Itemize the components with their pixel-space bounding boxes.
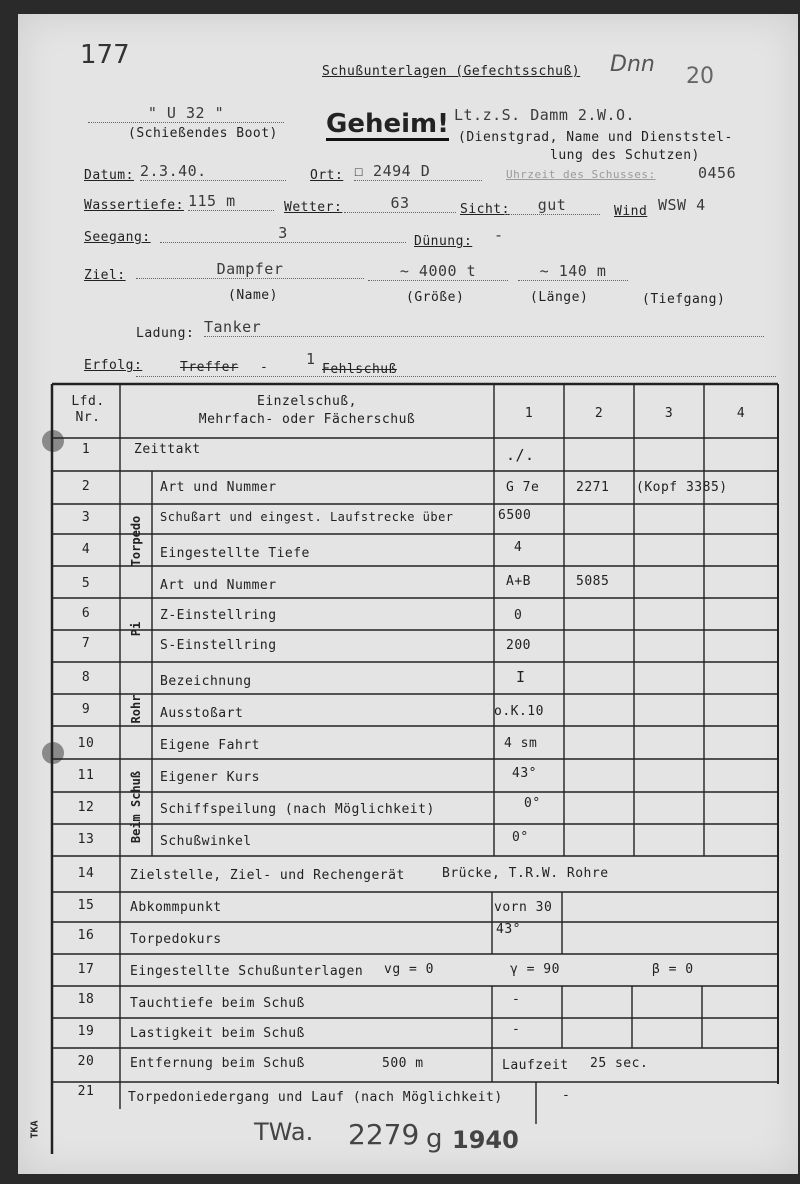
wetter-label: Wetter:	[284, 200, 343, 215]
group-torpedo: Torpedo	[129, 515, 143, 567]
row-value-2: 5085	[576, 574, 610, 589]
col-head-3: 3	[664, 406, 674, 421]
archive-stamp-tw: TWa.	[254, 1118, 314, 1146]
row-label: Torpedoniedergang und Lauf (nach Möglichkeit)	[128, 1090, 503, 1105]
row-label: Art und Nummer	[160, 480, 277, 495]
row-label: S-Einstellring	[160, 638, 277, 653]
duenung-value: -	[494, 226, 504, 244]
group-beim-schuss: Beim Schuß	[129, 770, 143, 844]
table-head-nr: Lfd. Nr.	[71, 394, 105, 425]
row-label: Ausstoßart	[160, 706, 244, 721]
row-value: 500 m	[382, 1056, 424, 1071]
row-nr: 17	[77, 962, 95, 977]
row-label: Schußwinkel	[160, 834, 252, 849]
row-value-1: 43°	[512, 766, 537, 781]
laufzeit-label: Laufzeit	[502, 1058, 569, 1073]
row-nr: 12	[77, 800, 95, 815]
geheim-stamp: Geheim!	[326, 109, 449, 139]
row-label: Eingestellte Schußunterlagen	[130, 964, 364, 979]
wind-label: Wind	[614, 204, 648, 219]
row-v-value: vg = 0	[384, 962, 434, 977]
archive-stamp-year: 1940	[452, 1126, 519, 1154]
row-value-1: 43°	[496, 922, 521, 937]
row-nr: 19	[77, 1024, 95, 1039]
table-head-desc: Einzelschuß,	[257, 394, 357, 409]
seegang-label: Seegang:	[84, 230, 151, 245]
row-nr: 8	[81, 670, 91, 685]
ort-label: Ort:	[310, 168, 344, 183]
row-gamma-value: γ = 90	[510, 962, 560, 977]
row-value-1: A+B	[506, 574, 531, 589]
rank-value: Lt.z.S. Damm 2.W.O.	[454, 106, 636, 124]
row-value-2: 2271	[576, 480, 610, 495]
ziel-label: Ziel:	[84, 268, 126, 283]
duenung-label: Dünung:	[414, 234, 473, 249]
ziel-laenge-value: ~ 140 m	[518, 262, 628, 281]
boat-label: (Schießendes Boot)	[128, 126, 278, 141]
ziel-groesse-value: ~ 4000 t	[368, 262, 508, 281]
row-value-1: 0°	[512, 830, 529, 845]
group-pi: Pi	[129, 621, 143, 637]
uhrzeit-value: 0456	[698, 164, 737, 182]
row-value-1: vorn 30	[494, 900, 553, 915]
row-nr: 16	[77, 928, 95, 943]
row-nr: 20	[77, 1054, 95, 1069]
datum-label: Datum:	[84, 168, 134, 183]
row-label: Schiffspeilung (nach Möglichkeit)	[160, 802, 435, 817]
ziel-name-value: Dampfer	[136, 260, 364, 279]
document-title: Schußunterlagen (Gefechtsschuß)	[322, 64, 581, 79]
row-label: Eingestellte Tiefe	[160, 546, 310, 561]
row-label: Lastigkeit beim Schuß	[130, 1026, 305, 1041]
fehlschuss-label: Fehlschuß	[322, 362, 397, 377]
row-nr: 4	[81, 542, 91, 557]
row-value: Brücke, T.R.W. Rohre	[442, 866, 609, 881]
row-value-1: G 7e	[506, 480, 540, 495]
ort-value: ☐ 2494 D	[354, 162, 482, 181]
row-nr: 9	[81, 702, 91, 717]
row-nr: 6	[81, 606, 91, 621]
col-head-4: 4	[736, 406, 746, 421]
seegang-value: 3	[160, 224, 406, 243]
name-label: (Name)	[228, 288, 278, 303]
row-nr: 3	[81, 510, 91, 525]
group-rohr: Rohr	[129, 694, 143, 724]
erfolg-count: 1	[306, 350, 316, 368]
wassertiefe-value: 115 m	[188, 192, 274, 211]
row-label: Entfernung beim Schuß	[130, 1056, 305, 1071]
datum-value: 2.3.40.	[140, 162, 286, 181]
row-nr: 15	[77, 898, 95, 913]
col-head-1: 1	[524, 406, 534, 421]
row-label: Z-Einstellring	[160, 608, 277, 623]
row-nr: 1	[81, 442, 91, 457]
document-sheet	[18, 14, 798, 1174]
initials: Dnn	[610, 52, 655, 77]
row-label: Eigene Fahrt	[160, 738, 260, 753]
row-label: Torpedokurs	[130, 932, 222, 947]
row-value-1: 4 sm	[504, 736, 538, 751]
sheet-number: 20	[686, 64, 714, 89]
sicht-label: Sicht:	[460, 202, 510, 217]
row-nr: 5	[81, 576, 91, 591]
row-label: Zeittakt	[134, 442, 201, 457]
erfolg-dash: -	[260, 360, 269, 375]
wetter-value: 63	[344, 194, 456, 213]
tiefgang-label: (Tiefgang)	[642, 292, 726, 307]
row-value-3: (Kopf 3385)	[636, 480, 728, 495]
sicht-value: gut	[504, 196, 600, 215]
wind-value: WSW 4	[658, 196, 706, 214]
row-nr: 18	[77, 992, 95, 1007]
row-value-1: -	[512, 1022, 521, 1037]
row-value-1: o.K.10	[494, 704, 544, 719]
row-nr: 2	[81, 479, 91, 494]
row-value-1: 4	[514, 540, 523, 555]
row-nr: 21	[77, 1084, 95, 1099]
groesse-label: (Größe)	[406, 290, 465, 305]
laenge-label: (Länge)	[530, 290, 589, 305]
side-label: TKA	[29, 1120, 41, 1139]
row-value-1: 0°	[524, 796, 541, 811]
row-label: Art und Nummer	[160, 578, 277, 593]
erfolg-label: Erfolg:	[84, 358, 143, 373]
row-nr: 7	[81, 636, 91, 651]
row-value-1: I	[516, 668, 526, 686]
row-label: Tauchtiefe beim Schuß	[130, 996, 305, 1011]
row-value-1: -	[562, 1088, 571, 1103]
treffer-label: Treffer	[180, 360, 239, 375]
page-number: 177	[80, 40, 130, 70]
archive-stamp-number: 2279	[348, 1118, 420, 1151]
row-nr: 10	[77, 736, 95, 751]
row-label: Schußart und eingest. Laufstrecke über	[160, 510, 454, 524]
row-value-1: 200	[506, 638, 531, 653]
archive-stamp-g: g	[426, 1124, 443, 1154]
laufzeit-value: 25 sec.	[590, 1056, 649, 1071]
row-value-1: -	[512, 992, 521, 1007]
rank-label: lung des Schutzen)	[550, 148, 700, 163]
row-value-1: 6500	[498, 508, 532, 523]
row-value-1: 0	[514, 608, 523, 623]
uhrzeit-label: Uhrzeit des Schusses:	[506, 168, 656, 181]
boat-value: " U 32 "	[88, 104, 284, 123]
row-nr: 11	[77, 768, 95, 783]
col-head-2: 2	[594, 406, 604, 421]
row-value-1: ./.	[506, 446, 535, 464]
rank-label: (Dienstgrad, Name und Dienststel-	[458, 130, 733, 145]
row-nr: 14	[77, 866, 95, 881]
table-head-desc: Mehrfach- oder Fächerschuß	[198, 412, 416, 427]
row-label: Abkommpunkt	[130, 900, 222, 915]
ladung-label: Ladung:	[136, 326, 195, 341]
ladung-value: Tanker	[204, 318, 764, 337]
row-label: Bezeichnung	[160, 674, 252, 689]
row-beta-value: β = 0	[652, 962, 694, 977]
row-label: Zielstelle, Ziel- und Rechengerät	[130, 868, 405, 883]
row-label: Eigener Kurs	[160, 770, 260, 785]
row-nr: 13	[77, 832, 95, 847]
wassertiefe-label: Wassertiefe:	[84, 198, 184, 213]
